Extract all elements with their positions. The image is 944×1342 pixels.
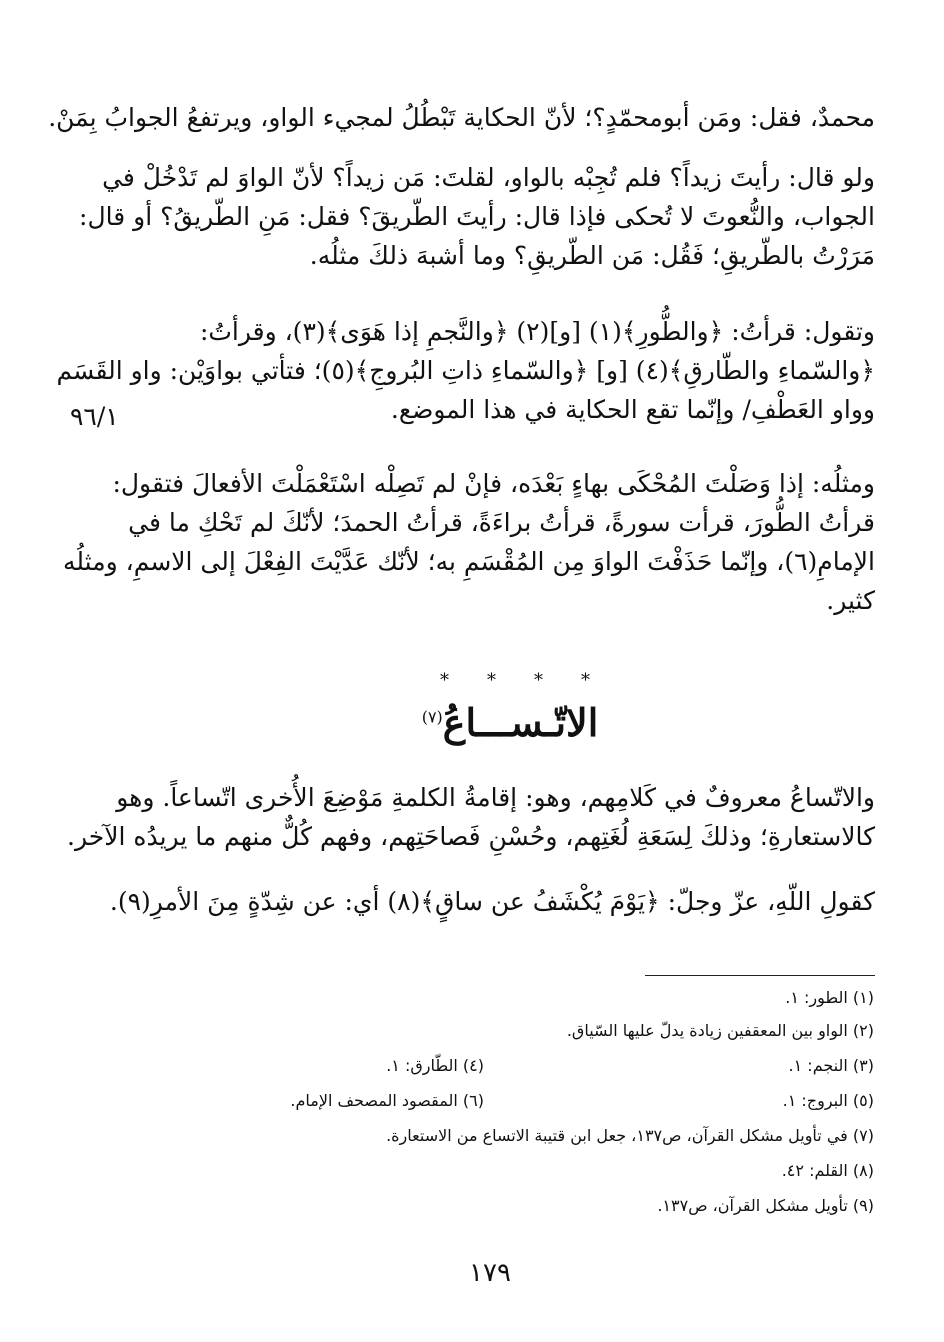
footnote-9: (٩) تأويل مشكل القرآن، ص١٣٧.	[657, 1196, 874, 1215]
text-line: كثير.	[826, 586, 875, 615]
footnote-7: (٧) في تأويل مشكل القرآن، ص١٣٧، جعل ابن قتيبة الاتساع من الاستعارة.	[386, 1126, 874, 1145]
paragraph-6	[109, 882, 875, 921]
paragraph-1	[48, 98, 875, 137]
paragraph-2	[79, 158, 875, 275]
footnote-ref: (٧)	[421, 707, 443, 727]
text-line: ومثلُه: إذا وَصَلْتَ المُحْكَى بهاءٍ بَعْدَه، فإنْ لم تَصِلْه اسْتَعْمَلْتَ الأفعالَ فتقول:	[112, 469, 875, 498]
text-line: ولو قال: رأيتَ زيداً؟ فلم تُجِبْه بالواو، لقلتَ: مَن زيداً؟ لأنّ الواوَ لم تَدْخُلْ في	[102, 163, 875, 192]
text-line: كقولِ اللّهِ، عزّ وجلّ: ﴿يَوْمَ يُكْشَفُ عن ساقٍ﴾(٨) أي: عن شِدّةٍ مِنَ الأمرِ(٩).	[109, 887, 875, 916]
footnote-3: (٣) النجم: ١.	[788, 1056, 874, 1075]
section-title	[380, 700, 640, 745]
text-line: ﴿والسّماءِ والطّارقِ﴾(٤) [و] ﴿والسّماءِ ذاتِ البُروجِ﴾(٥)؛ فتأتي بواوَيْن: واو القَسَم	[56, 356, 875, 385]
text-line: كالاستعارةِ؛ وذلكَ لِسَعَةِ لُغَتِهم، وحُسْنِ فَصاحَتِهم، وفهم كُلٌّ منهم ما يريدُه الآخر.	[67, 822, 875, 851]
text-line: والاتّساعُ معروفٌ في كَلامِهم، وهو: إقامةُ الكلمةِ مَوْضِعَ الأُخرى اتّساعاً. وهو	[116, 783, 875, 812]
separator-star: *	[581, 670, 590, 691]
footnote-5: (٥) البروج: ١.	[782, 1091, 874, 1110]
manuscript-folio-note: ٩٦/١	[70, 402, 119, 431]
page-number: ١٧٩	[469, 1258, 511, 1288]
text-line: الإمامِ(٦)، وإنّما حَذَفْتَ الواوَ مِن المُقْسَمِ به؛ لأنّك عَدَّيْتَ الفِعْلَ إلى الاسمِ، ومثلُه	[62, 547, 875, 576]
section-title-text: الاتّـســـاعُ	[442, 700, 599, 745]
footnote-divider	[645, 975, 875, 976]
separator-star: *	[487, 670, 496, 691]
separator-star: *	[534, 670, 543, 691]
footnote-1: (١) الطور: ١.	[785, 988, 874, 1007]
footnote-4: (٤) الطّارق: ١.	[386, 1056, 484, 1075]
paragraph-5	[67, 778, 875, 856]
separator-star: *	[440, 670, 449, 691]
text-line: قرأتُ الطُّورَ، قرأت سورةً، قرأتُ براءَةً، قرأتُ الحمدَ؛ لأنّكَ لم تَحْكِ ما في	[128, 508, 875, 537]
paragraph-4	[62, 464, 875, 620]
section-separator	[440, 670, 590, 691]
text-line: مَرَرْتُ بالطّريقِ؛ فَقُل: مَن الطّريقِ؟ وما أشبهَ ذلكَ مثلُه.	[309, 241, 875, 270]
footnote-8: (٨) القلم: ٤٢.	[781, 1161, 874, 1180]
text-line: وواو العَطْفِ/ وإنّما تقع الحكاية في هذا الموضع.	[390, 395, 875, 424]
text-line: وتقول: قرأتُ: ﴿والطُّورِ﴾(١) [و](٢) ﴿والنَّجمِ إذا هَوَى﴾(٣)، وقرأتُ:	[199, 317, 875, 346]
footnote-2: (٢) الواو بين المعقفين زيادة يدلّ عليها السّياق.	[566, 1021, 874, 1040]
text-line: الجواب، والنُّعوتَ لا تُحكى فإذا قال: رأيتَ الطّريقَ؟ فقل: مَنِ الطّريقُ؟ أو قال:	[79, 202, 875, 231]
text-line: محمدٌ، فقل: ومَن أبومحمّدٍ؟؛ لأنّ الحكاية تَبْطُلُ لمجيء الواو، ويرتفعُ الجوابُ بِمَنْ.	[48, 103, 875, 132]
footnote-6: (٦) المقصود المصحف الإمام.	[290, 1091, 484, 1110]
